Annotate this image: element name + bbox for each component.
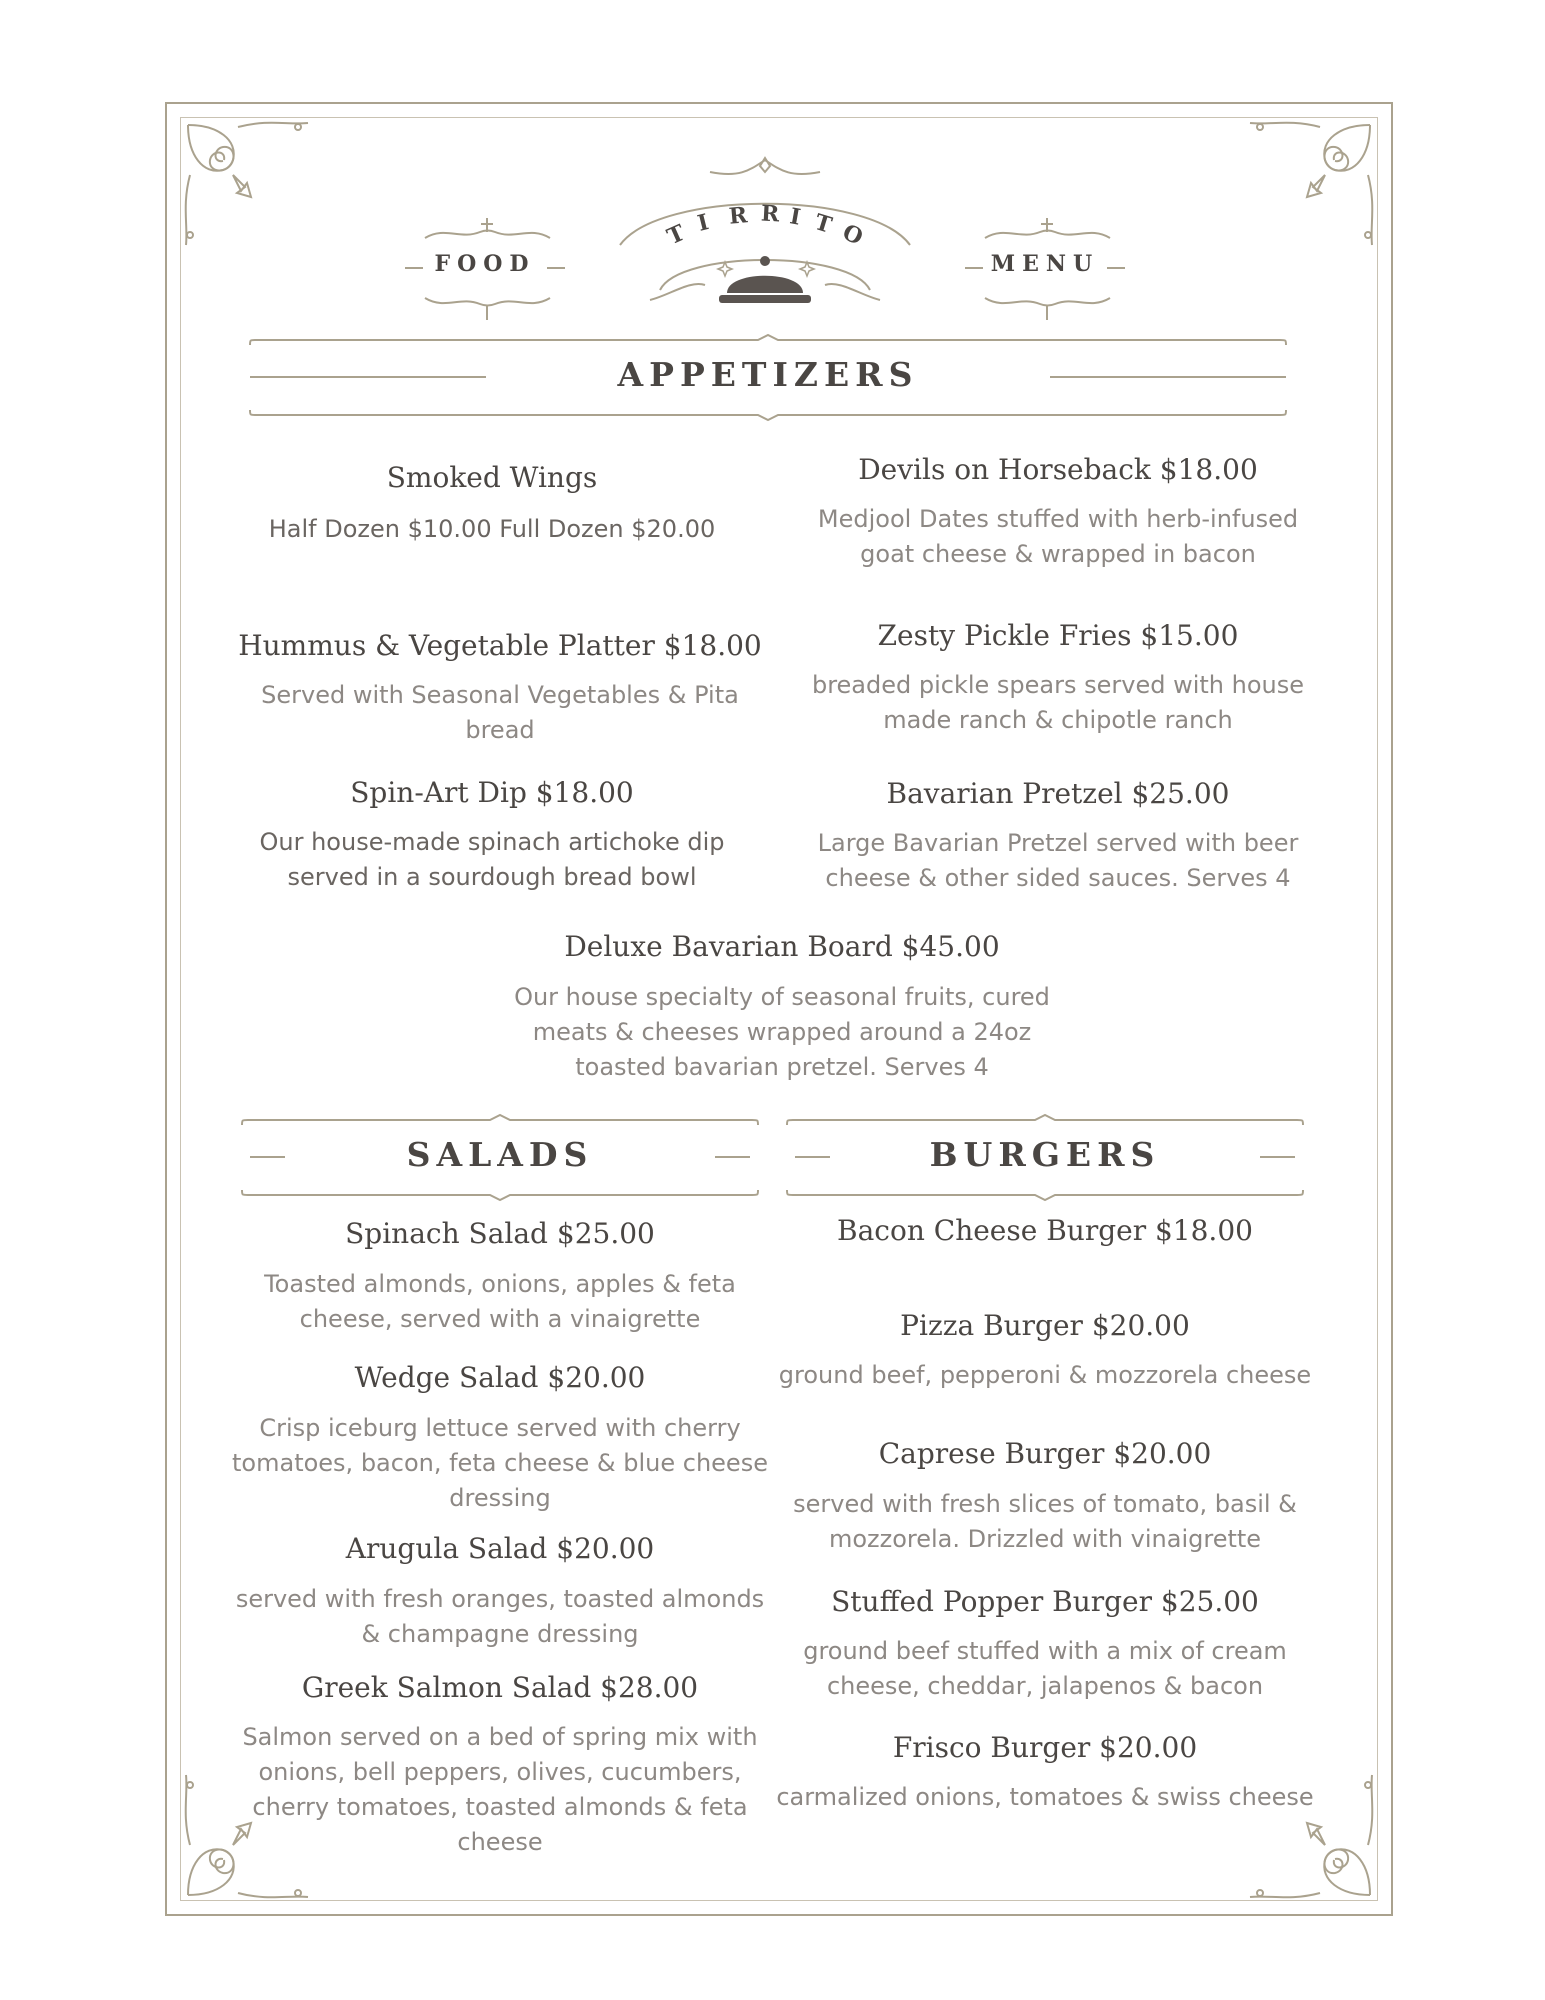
dish-description: ground beef stuffed with a mix of cream cheese, cheddar, jalapenos & bacon [803,1637,1287,1700]
dish-name: Arugula Salad $20.00 [345,1532,655,1565]
brand-letter: O [838,219,867,251]
appetizers-title: APPETIZERS [617,355,919,394]
dish-description: Salmon served on a bed of spring mix with onions, bell peppers, olives, cucumbers, cherry tomatoes, toasted almonds & feta cheese [242,1723,758,1856]
corner-flourish-top-right [1220,115,1380,275]
salads-title: SALADS [406,1135,594,1174]
dish-description: ground beef, pepperoni & mozzorela cheese [778,1361,1312,1389]
sparkle-icon [800,262,814,276]
logo-brand [650,200,880,250]
dish-name: Zesty Pickle Fries $15.00 [877,619,1239,652]
dish-description: Our house-made spinach artichoke dip served in a sourdough bread bowl [259,828,725,891]
dish-name: Spinach Salad $25.00 [345,1217,655,1250]
dish-description: Large Bavarian Pretzel served with beer cheese & other sided sauces. Serves 4 [817,829,1299,892]
brand-letter: R [760,200,780,228]
dish-name: Frisco Burger $20.00 [892,1731,1198,1764]
dish-name: Pizza Burger $20.00 [900,1309,1190,1342]
dish-description: Our house specialty of seasonal fruits, cured meats & cheeses wrapped around a 24oz toasted bavarian pretzel. Serves 4 [514,983,1050,1081]
dish-description: Served with Seasonal Vegetables & Pita bread [261,681,739,744]
dish-name: Greek Salmon Salad $28.00 [301,1671,699,1704]
sparkle-icon [718,262,732,276]
dish-description: carmalized onions, tomatoes & swiss cheese [776,1783,1314,1811]
dish-name: Bacon Cheese Burger $18.00 [837,1214,1253,1247]
dish-name: Deluxe Bavarian Board $45.00 [564,930,1000,963]
corner-flourish-top-left [178,115,338,275]
dish-description: Medjool Dates stuffed with herb-infused goat cheese & wrapped in bacon [817,505,1299,568]
dish-description: Half Dozen $10.00 Full Dozen $20.00 [268,515,716,543]
dish-name: Caprese Burger $20.00 [878,1437,1212,1470]
dish-name: Stuffed Popper Burger $25.00 [831,1585,1259,1618]
dish-description: served with fresh oranges, toasted almonds & champagne dressing [235,1585,765,1648]
brand-letter: I [695,209,712,237]
dish-description: breaded pickle spears served with house made ranch & chipotle ranch [811,671,1305,734]
dish-description: Toasted almonds, onions, apples & feta cheese, served with a vinaigrette [264,1270,736,1333]
brand-letter: I [787,203,803,231]
dish-name: Devils on Horseback $18.00 [858,453,1258,486]
corner-flourish-bottom-right [1220,1745,1380,1905]
dish-description: Crisp iceburg lettuce served with cherry tomatoes, bacon, feta cheese & blue cheese dressing [232,1414,768,1512]
dish-name: Bavarian Pretzel $25.00 [886,777,1230,810]
dish-name: Smoked Wings [386,461,598,494]
logo-food-word: FOOD [434,251,536,277]
brand-letter: R [727,202,749,230]
dish-name: Hummus & Vegetable Platter $18.00 [238,629,762,662]
brand-letter: T [811,209,835,239]
dish-name: Wedge Salad $20.00 [354,1361,646,1394]
dish-name: Spin-Art Dip $18.00 [350,776,634,809]
brand-letter: T [663,219,689,251]
burgers-title: BURGERS [929,1135,1161,1174]
dish-description: served with fresh slices of tomato, basil & mozzorela. Drizzled with vinaigrette [793,1490,1297,1553]
logo-menu-word: MENU [990,251,1100,277]
